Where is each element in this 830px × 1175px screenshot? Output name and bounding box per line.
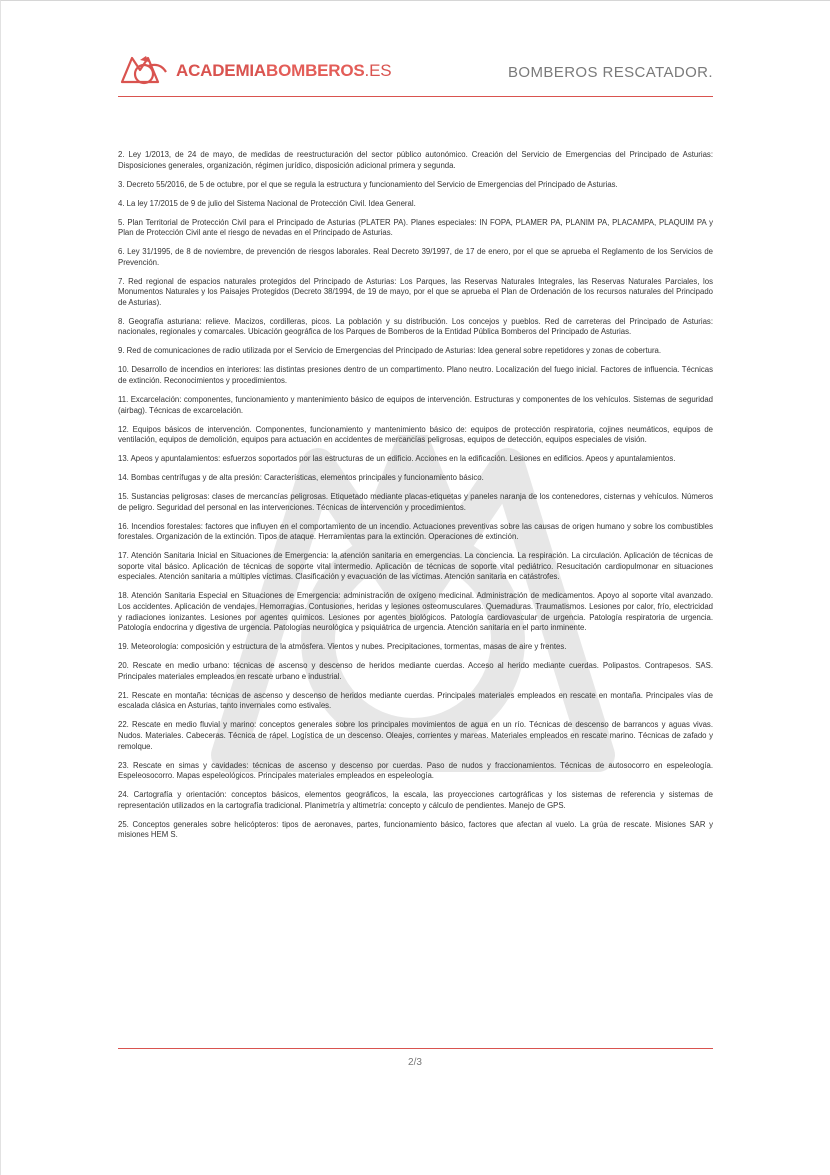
syllabus-item: 10. Desarrollo de incendios en interiores: las distintas presiones dentro de un compartimento. Plano neutro. Localización del fuego inicial. Factores de influencia. Técnicas de extinción. Reconocimientos y procedimientos. <box>118 365 713 386</box>
syllabus-item: 23. Rescate en simas y cavidades: técnicas de ascenso y descenso por cuerdas. Paso de nudos y fraccionamientos. Técnicas de autosocorro en espeleología. Espeleosocorro. Mapas espeleológicos. Principales materiales empleados en espeleología. <box>118 760 713 781</box>
syllabus-list <box>118 150 713 849</box>
brand-name-part-1: ACADEMIA <box>176 61 267 80</box>
syllabus-item: 19. Meteorología: composición y estructura de la atmósfera. Vientos y nubes. Precipitaciones, tormentas, masas de aire y frentes. <box>118 642 567 652</box>
syllabus-item: 20. Rescate en medio urbano: técnicas de ascenso y descenso de heridos mediante cuerdas. Acceso al herido mediante cuerdas. Polipastos. Contrapesos. SAS. Principales materiales empleados en rescate urbano e industrial. <box>118 661 713 681</box>
footer-divider <box>118 1048 713 1049</box>
document-title: BOMBEROS RESCATADOR. <box>508 64 713 81</box>
page-number: 2/3 <box>408 1057 422 1068</box>
syllabus-item: 14. Bombas centrífugas y de alta presión: Características, elementos principales y funcionamiento básico. <box>118 473 484 483</box>
syllabus-item: 12. Equipos básicos de intervención. Componentes, funcionamiento y mantenimiento básico de: equipos de protección respiratoria, cojines neumáticos, equipos de ventilación, equipos de demolición, equipos para actuación en accidentes de mercancías peligrosas, equipos de detección, equipos especiales de visión. <box>118 424 713 445</box>
syllabus-item: 15. Sustancias peligrosas: clases de mercancías peligrosas. Etiquetado mediante placas-etiquetas y paneles naranja de los contenedores, cisternas y vehículos. Números de peligro. Seguridad del personal en las intervenciones. Técnicas de intervención y procedimientos. <box>118 492 713 512</box>
page-header <box>118 52 713 97</box>
syllabus-item: 21. Rescate en montaña: técnicas de ascenso y descenso de heridos mediante cuerdas. Principales materiales empleados en rescate en montaña. Principales vías de escalada clásica en Asturias, tanto invernales como estivales. <box>118 690 713 711</box>
syllabus-item: 13. Apeos y apuntalamientos: esfuerzos soportados por las estructuras de un edificio. Acciones en la edificación. Lesiones en edificios. Apeos y apuntalamientos. <box>118 454 676 464</box>
syllabus-item: 9. Red de comunicaciones de radio utilizada por el Servicio de Emergencias del Principado de Asturias: Idea general sobre repetidores y zonas de cobertura. <box>118 346 662 356</box>
syllabus-item: 17. Atención Sanitaria Inicial en Situaciones de Emergencia: la atención sanitaria en emergencias. La conciencia. La respiración. La circulación. Aplicación de técnicas de soporte vital básico. Aplicación de técnicas de soporte vital intermedio. Aplicación de técnicas de soporte vital pediátrico. Resucitación cardiopulmonar en situaciones especiales. Atención sanitaria a múltiples víctimas. Clasificación y evacuación de las víctimas. Atención sanitaria en catástrofes. <box>118 551 713 582</box>
syllabus-item: 8. Geografía asturiana: relieve. Macizos, cordilleras, picos. La población y su distribución. Los concejos y pueblos. Red de carreteras del Principado de Asturias: nacionales, regionales y comarcales. Ubicación geográfica de los Parques de Bomberos de la Entidad Pública Bomberos del Principado de Asturias. <box>118 316 713 337</box>
brand-logo[interactable] <box>118 52 391 88</box>
syllabus-item: 3. Decreto 55/2016, de 5 de octubre, por el que se regula la estructura y funcionamiento del Servicio de Emergencias del Principado de Asturias. <box>118 179 618 189</box>
brand-name-domain: .ES <box>364 61 392 80</box>
firefighter-helmet-icon <box>118 52 170 88</box>
syllabus-item: 5. Plan Territorial de Protección Civil para el Principado de Asturias (PLATER PA). Planes especiales: IN FOPA, PLAMER PA, PLANIM PA, PLACAMPA, PLAQUIM PA y Plan de Protección Civil ante el riesgo de nevadas en el Principado de Asturias. <box>118 217 713 238</box>
brand-name-part-2: BOMBEROS <box>266 61 365 80</box>
syllabus-item: 2. Ley 1/2013, de 24 de mayo, de medidas de reestructuración del sector público autonómico. Creación del Servicio de Emergencias del Principado de Asturias: Disposiciones generales, organización, régimen jurídico, disposición adicional primera y segunda. <box>118 150 713 170</box>
syllabus-item: 4. La ley 17/2015 de 9 de julio del Sistema Nacional de Protección Civil. Idea General. <box>118 198 416 208</box>
brand-name <box>176 61 391 81</box>
syllabus-item: 25. Conceptos generales sobre helicópteros: tipos de aeronaves, partes, funcionamiento básico, factores que afectan al vuelo. La grúa de rescate. Misiones SAR y misiones HEM S. <box>118 819 713 840</box>
syllabus-item: 6. Ley 31/1995, de 8 de noviembre, de prevención de riesgos laborales. Real Decreto 39/1997, de 17 de enero, por el que se aprueba el Reglamento de los Servicios de Prevención. <box>118 247 713 267</box>
syllabus-item: 22. Rescate en medio fluvial y marino: conceptos generales sobre los principales movimientos de agua en un río. Técnicas de descenso de barrancos y aguas vivas. Nudos. Materiales. Cabeceras. Técnica de rápel. Logística de un descenso. Oleajes, corrientes y mareas. Materiales empleados en rescate marino. Técnicas de zafado y remolque. <box>118 720 713 751</box>
syllabus-item: 7. Red regional de espacios naturales protegidos del Principado de Asturias: Los Parques, las Reservas Naturales Integrales, las Reservas Naturales Parciales, los Monumentos Naturales y los Paisajes Protegidos (Decreto 38/1994, de 19 de mayo, por el que se aprueba el Plan de Ordenación de los recursos naturales del Principado de Asturias). <box>118 276 713 307</box>
syllabus-item: 18. Atención Sanitaria Especial en Situaciones de Emergencia: administración de oxígeno medicinal. Administración de medicamentos. Apoyo al soporte vital avanzado. Los accidentes. Aplicación de vendajes. Hemorragias. Contusiones, heridas y lesiones osteomusculares. Quemaduras. Traumatismos. Lesiones por calor, frío, electricidad y radiaciones ionizantes. Lesiones por agentes químicos. Lesiones por agentes biológicos. Patología cardiovascular de urgencia. Patología respiratoria de urgencia. Patología endocrina y digestiva de urgencia. Patologías neurológica y psiquiátrica de urgencia. Atención sanitaria en el parto inminente. <box>118 591 713 633</box>
syllabus-item: 11. Excarcelación: componentes, funcionamiento y mantenimiento básico de equipos de intervención. Estructuras y componentes de los vehículos. Sistemas de seguridad (airbag). Técnicas de excarcelación. <box>118 395 713 415</box>
syllabus-item: 24. Cartografía y orientación: conceptos básicos, elementos geográficos, la escala, las proyecciones cartográficas y los sistemas de referencia y sistemas de representación utilizados en la cartografía tradicional. Planimetría y altimetría: concepto y cálculo de pendientes. Manejo de GPS. <box>118 790 713 810</box>
syllabus-item: 16. Incendios forestales: factores que influyen en el comportamiento de un incendio. Actuaciones preventivas sobre las causas de origen humano y sobre los combustibles forestales. Organización de la extinción. Tipos de ataque. Herramientas para la extinción. Operaciones de extinción. <box>118 521 713 542</box>
